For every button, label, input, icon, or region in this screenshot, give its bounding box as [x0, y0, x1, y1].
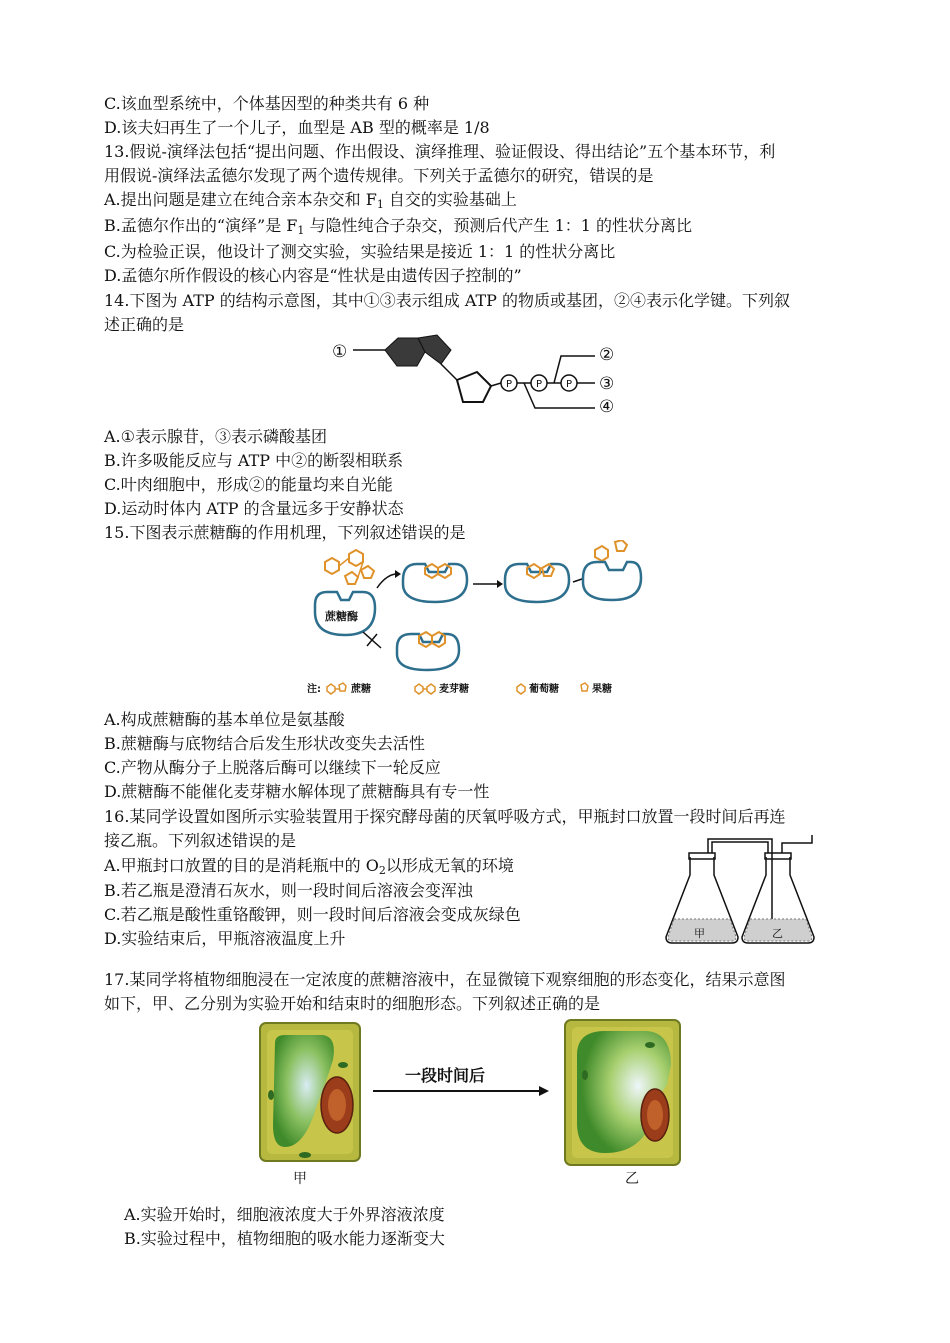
q12-option-c: C.该血型系统中，个体基因型的种类共有 6 种 — [104, 94, 430, 113]
q17-stem-line2: 如下，甲、乙分别为实验开始和结束时的细胞形态。下列叙述正确的是 — [104, 994, 601, 1013]
q16-option-b: B.若乙瓶是澄清石灰水，则一段时间后溶液会变浑浊 — [104, 881, 473, 900]
q15-stem: 15.下图表示蔗糖酶的作用机理，下列叙述错误的是 — [104, 523, 466, 542]
atp-label-3: ③ — [599, 374, 615, 394]
q13-option-c: C.为检验正误，他设计了测交实验，实验结果是接近 1：1 的性状分离比 — [104, 242, 616, 261]
svg-text:P: P — [535, 379, 543, 390]
legend-fructose: 果糖 — [592, 684, 612, 695]
q16-option-a: A.甲瓶封口放置的目的是消耗瓶中的 $O_2$以形成无氧的环境 — [104, 856, 514, 877]
flask-label-jia: 甲 — [694, 927, 705, 940]
adenine-hexagon — [385, 338, 425, 366]
svg-text:P: P — [505, 379, 513, 390]
q13-stem-line1: 13.假说-演绎法包括“提出问题、作出假设、演绎推理、验证假设、得出结论”五个基本环节，利 — [104, 142, 776, 161]
q14-option-b: B.许多吸能反应与 ATP 中②的断裂相联系 — [104, 451, 404, 470]
plant-cell-diagram — [255, 1015, 710, 1190]
q17-stem-line1: 17.某同学将植物细胞浸在一定浓度的蔗糖溶液中，在显微镜下观察细胞的形态变化，结果示意图 — [104, 970, 786, 989]
q13-option-b: B.孟德尔作出的“演绎”是 $F_1$ 与隐性纯合子杂交，预测后代产生 1：1 的性状分离比 — [104, 216, 693, 237]
ribose-pentagon — [457, 372, 491, 402]
atp-structure-diagram — [325, 330, 625, 420]
sucrase-label: 蔗糖酶 — [325, 610, 358, 623]
flask-apparatus-diagram — [660, 835, 840, 947]
q16-stem-line1: 16.某同学设置如图所示实验装置用于探究酵母菌的厌氧呼吸方式，甲瓶封口放置一段时间后再连 — [104, 807, 786, 826]
svg-text:P: P — [565, 379, 573, 390]
arrow-label: 一段时间后 — [405, 1066, 486, 1085]
q14-option-a: A.①表示腺苷，③表示磷酸基团 — [104, 427, 327, 446]
cell-label-yi: 乙 — [625, 1171, 639, 1187]
cell-jia — [260, 1023, 360, 1161]
atp-label-1: ① — [332, 342, 348, 362]
sucrase-mechanism-diagram — [305, 540, 645, 705]
atp-label-4: ④ — [599, 397, 615, 417]
cell-yi — [565, 1020, 680, 1165]
atp-label-2: ② — [599, 345, 615, 365]
q12-option-d: D.该夫妇再生了一个儿子，血型是 AB 型的概率是 1/8 — [104, 118, 490, 137]
legend-glucose: 葡萄糖 — [529, 684, 559, 695]
q17-option-a: A.实验开始时，细胞液浓度大于外界溶液浓度 — [124, 1205, 445, 1224]
cell-label-jia: 甲 — [293, 1171, 307, 1187]
q17-option-b: B.实验过程中，植物细胞的吸水能力逐渐变大 — [124, 1229, 445, 1248]
q15-option-b: B.蔗糖酶与底物结合后发生形状改变失去活性 — [104, 734, 425, 753]
q16-stem-line2: 接乙瓶。下列叙述错误的是 — [104, 831, 297, 850]
q14-stem-line1: 14.下图为 ATP 的结构示意图，其中①③表示组成 ATP 的物质或基团，②④表示化学键。下列叙 — [104, 291, 791, 310]
q15-option-c: C.产物从酶分子上脱落后酶可以继续下一轮反应 — [104, 758, 441, 777]
q13-stem-line2: 用假说-演绎法孟德尔发现了两个遗传规律。下列关于孟德尔的研究，错误的是 — [104, 166, 654, 185]
q14-option-c: C.叶肉细胞中，形成②的能量均来自光能 — [104, 475, 393, 494]
q16-option-d: D.实验结束后，甲瓶溶液温度上升 — [104, 929, 346, 948]
q13-option-a: A.提出问题是建立在纯合亲本杂交和 $F_1$ 自交的实验基础上 — [104, 190, 517, 211]
legend-sucrose: 蔗糖 — [351, 684, 371, 695]
q15-option-a: A.构成蔗糖酶的基本单位是氨基酸 — [104, 710, 345, 729]
q16-option-c: C.若乙瓶是酸性重铬酸钾，则一段时间后溶液会变成灰绿色 — [104, 905, 521, 924]
q14-option-d: D.运动时体内 ATP 的含量远多于安静状态 — [104, 499, 404, 518]
flask-label-yi: 乙 — [772, 927, 783, 940]
legend-note: 注: — [307, 684, 321, 695]
q14-stem-line2: 述正确的是 — [104, 315, 185, 334]
q13-option-d: D.孟德尔所作假设的核心内容是“性状是由遗传因子控制的” — [104, 266, 522, 285]
q15-option-d: D.蔗糖酶不能催化麦芽糖水解体现了蔗糖酶具有专一性 — [104, 782, 490, 801]
legend-maltose: 麦芽糖 — [439, 684, 469, 695]
